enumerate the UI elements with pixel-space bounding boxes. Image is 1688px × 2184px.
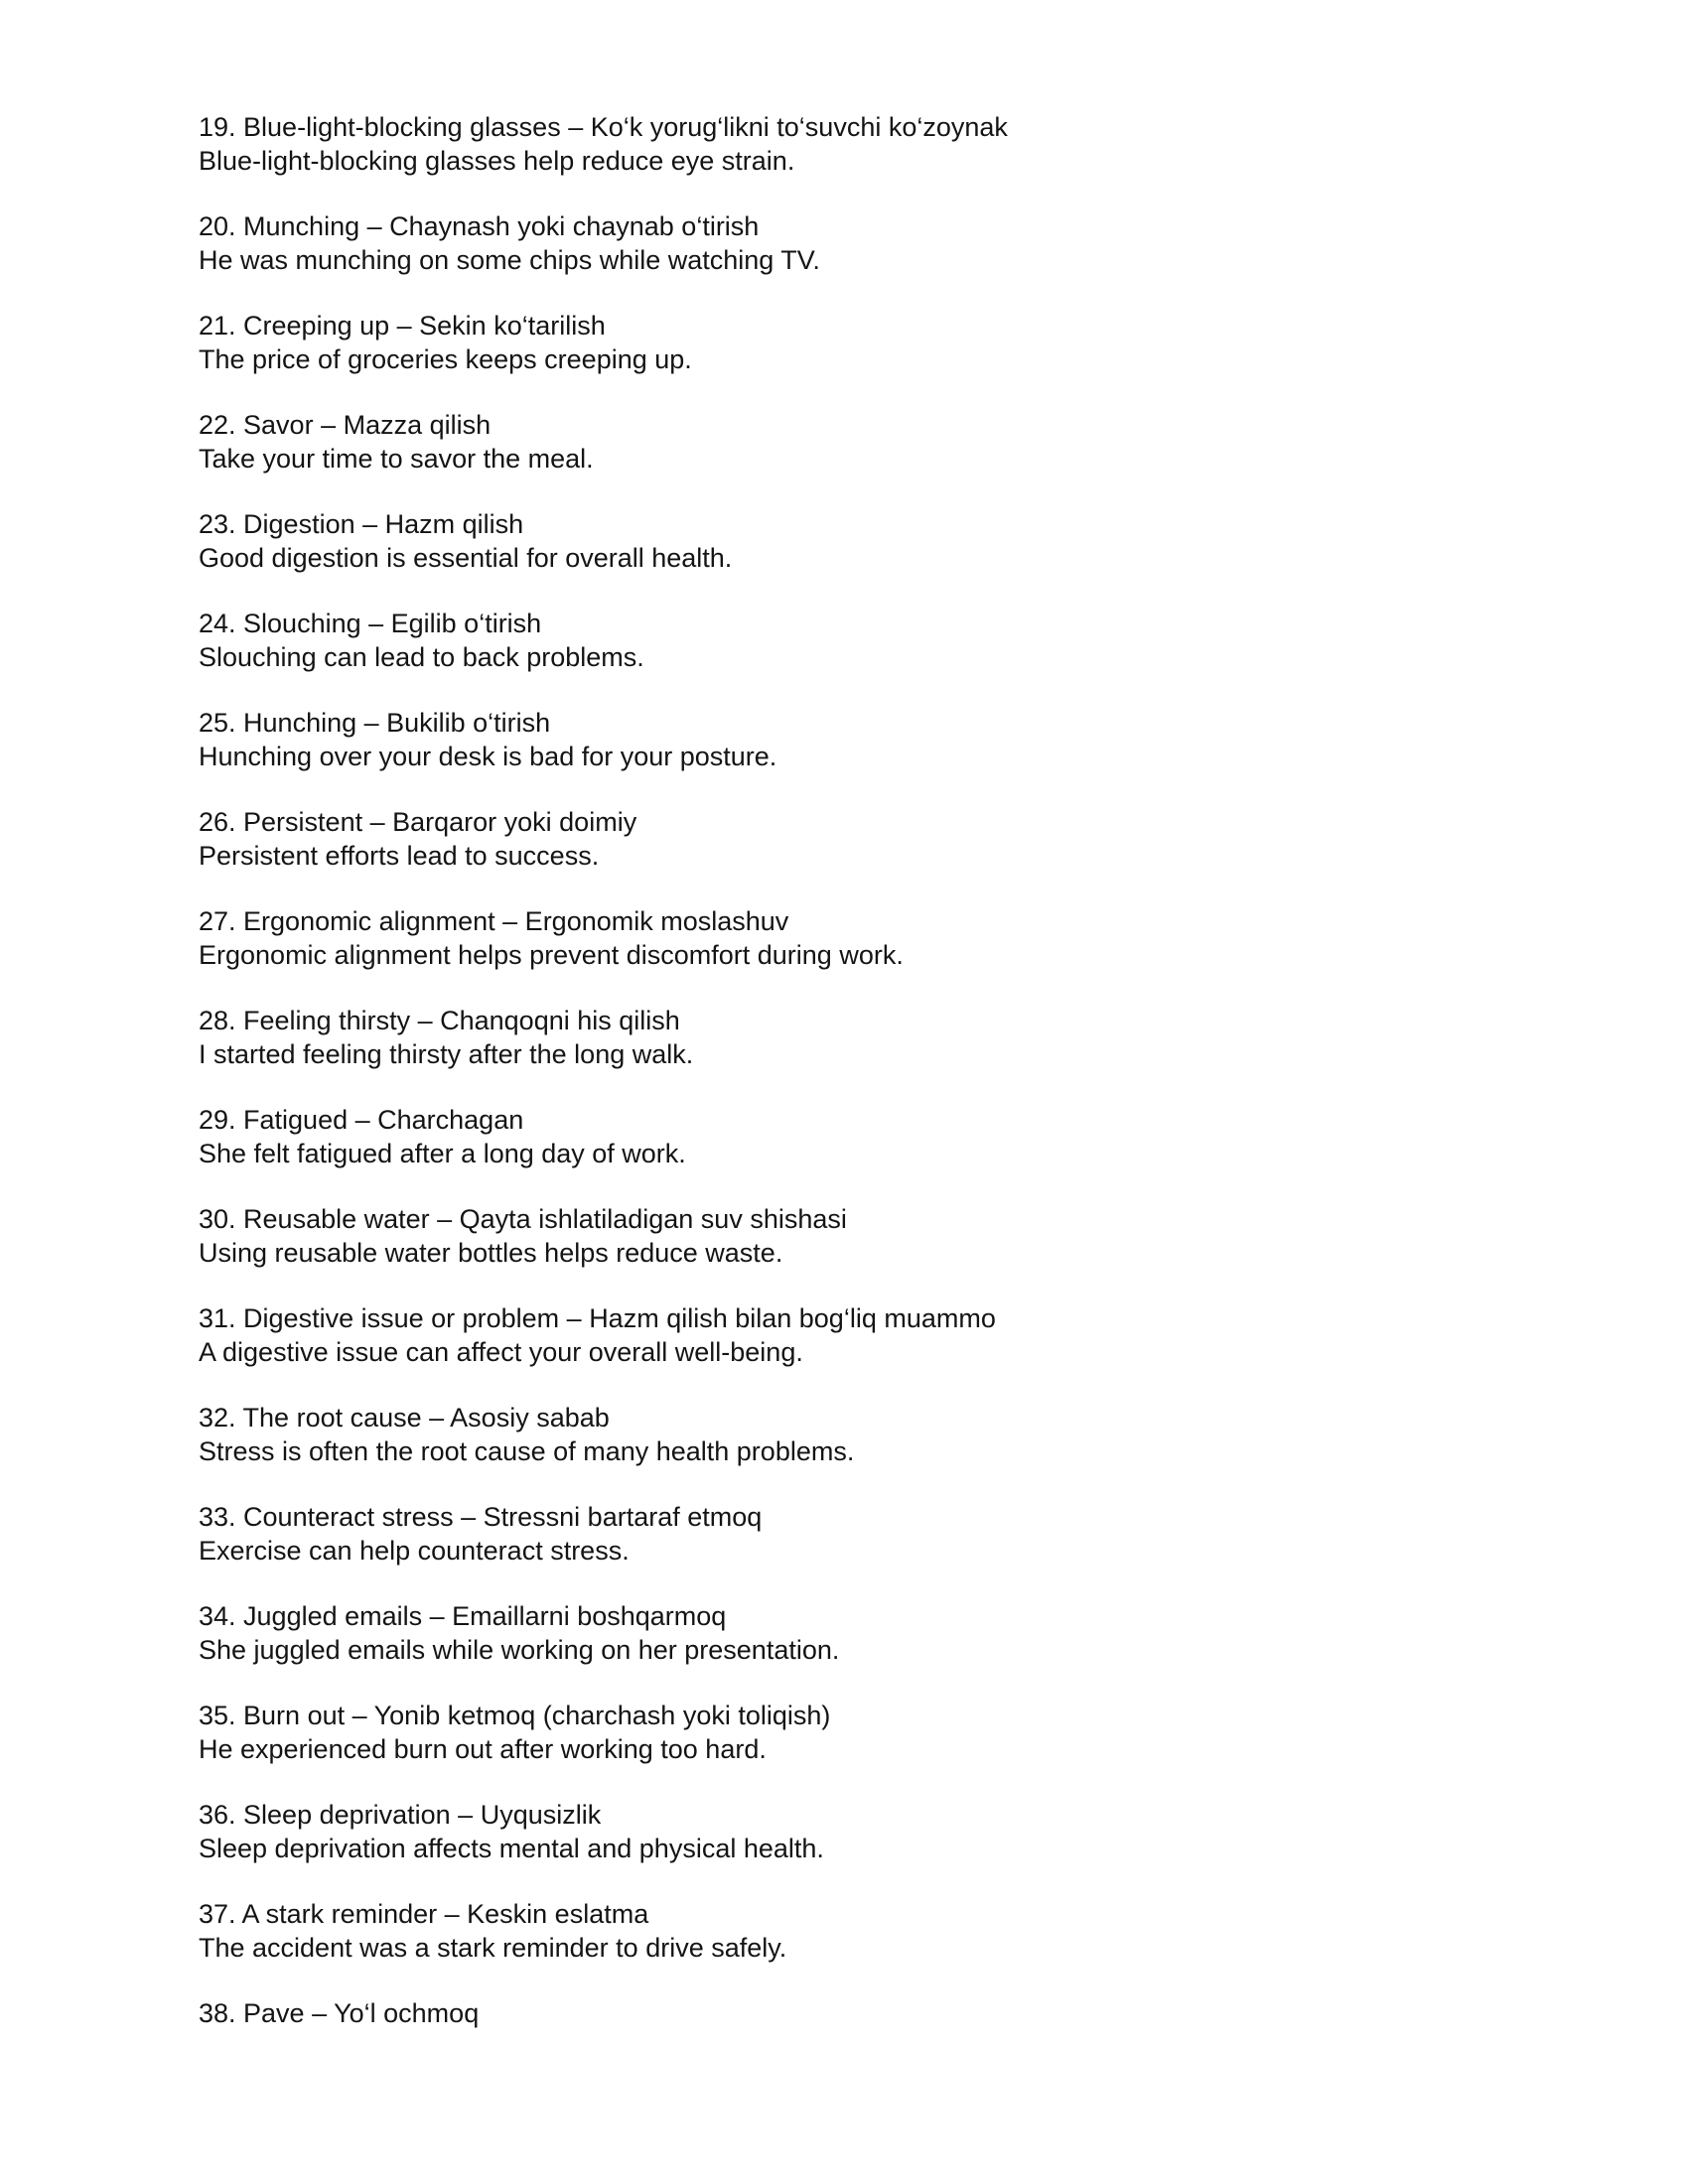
vocab-heading: 27. Ergonomic alignment – Ergonomik moslashuv	[199, 906, 789, 936]
vocab-entry-29	[199, 1103, 1489, 1170]
vocab-example: Exercise can help counteract stress.	[199, 1536, 630, 1566]
vocab-entry-30	[199, 1202, 1489, 1270]
vocab-entry-32	[199, 1401, 1489, 1468]
vocab-heading: 25. Hunching – Bukilib o‘tirish	[199, 708, 551, 738]
vocab-heading: 24. Slouching – Egilib o‘tirish	[199, 609, 542, 638]
vocab-heading: 21. Creeping up – Sekin ko‘tarilish	[199, 311, 606, 341]
vocab-heading: 22. Savor – Mazza qilish	[199, 410, 492, 440]
vocab-heading: 37. A stark reminder – Keskin eslatma	[199, 1899, 649, 1929]
vocab-entry-24	[199, 607, 1489, 674]
vocab-example: I started feeling thirsty after the long walk.	[199, 1039, 694, 1069]
vocab-entry-19	[199, 110, 1489, 178]
vocab-entry-38	[199, 1996, 1489, 2030]
vocab-entry-37	[199, 1897, 1489, 1965]
vocab-entry-26	[199, 805, 1489, 873]
vocab-heading: 29. Fatigued – Charchagan	[199, 1105, 524, 1135]
vocab-example: The accident was a stark reminder to drive safely.	[199, 1933, 787, 1963]
vocab-entry-21	[199, 309, 1489, 376]
vocab-example: Sleep deprivation affects mental and physical health.	[199, 1834, 824, 1863]
vocab-heading: 35. Burn out – Yonib ketmoq (charchash yoki toliqish)	[199, 1701, 831, 1730]
vocab-heading: 38. Pave – Yo‘l ochmoq	[199, 1998, 480, 2028]
vocab-entry-31	[199, 1301, 1489, 1369]
vocab-example: Using reusable water bottles helps reduce waste.	[199, 1238, 783, 1268]
vocab-example: Take your time to savor the meal.	[199, 444, 594, 474]
vocab-example: Persistent efforts lead to success.	[199, 841, 600, 871]
vocab-example: Hunching over your desk is bad for your posture.	[199, 742, 777, 771]
vocab-entry-25	[199, 706, 1489, 773]
vocab-heading: 30. Reusable water – Qayta ishlatiladigan suv shishasi	[199, 1204, 847, 1234]
vocab-entry-23	[199, 507, 1489, 575]
vocab-heading: 28. Feeling thirsty – Chanqoqni his qilish	[199, 1006, 680, 1035]
vocab-heading: 32. The root cause – Asosiy sabab	[199, 1403, 610, 1433]
vocab-example: A digestive issue can affect your overall well-being.	[199, 1337, 803, 1367]
vocab-entry-36	[199, 1798, 1489, 1865]
vocab-example: The price of groceries keeps creeping up.	[199, 344, 692, 374]
vocab-example: He was munching on some chips while watching TV.	[199, 245, 820, 275]
vocabulary-list	[199, 110, 1489, 2062]
vocab-example: She juggled emails while working on her presentation.	[199, 1635, 840, 1665]
vocab-example: Good digestion is essential for overall health.	[199, 543, 733, 573]
vocab-example: She felt fatigued after a long day of work.	[199, 1139, 686, 1168]
vocab-entry-22	[199, 408, 1489, 476]
vocab-example: Slouching can lead to back problems.	[199, 642, 644, 672]
vocab-heading: 23. Digestion – Hazm qilish	[199, 509, 524, 539]
vocab-example: Blue-light-blocking glasses help reduce eye strain.	[199, 146, 795, 176]
vocab-heading: 26. Persistent – Barqaror yoki doimiy	[199, 807, 637, 837]
vocab-entry-35	[199, 1699, 1489, 1766]
vocab-heading: 34. Juggled emails – Emaillarni boshqarmoq	[199, 1601, 727, 1631]
vocab-entry-20	[199, 209, 1489, 277]
vocab-heading: 33. Counteract stress – Stressni bartaraf etmoq	[199, 1502, 763, 1532]
vocab-entry-28	[199, 1004, 1489, 1071]
vocab-heading: 31. Digestive issue or problem – Hazm qilish bilan bog‘liq muammo	[199, 1303, 996, 1333]
vocab-example: Stress is often the root cause of many health problems.	[199, 1436, 855, 1466]
vocab-entry-27	[199, 904, 1489, 972]
vocab-example: Ergonomic alignment helps prevent discomfort during work.	[199, 940, 904, 970]
vocab-heading: 20. Munching – Chaynash yoki chaynab o‘tirish	[199, 211, 760, 241]
vocab-example: He experienced burn out after working too hard.	[199, 1734, 767, 1764]
vocab-entry-33	[199, 1500, 1489, 1568]
vocab-heading: 36. Sleep deprivation – Uyqusizlik	[199, 1800, 602, 1830]
vocab-entry-34	[199, 1599, 1489, 1667]
vocab-heading: 19. Blue-light-blocking glasses – Ko‘k yorug‘likni to‘suvchi ko‘zoynak	[199, 112, 1008, 142]
